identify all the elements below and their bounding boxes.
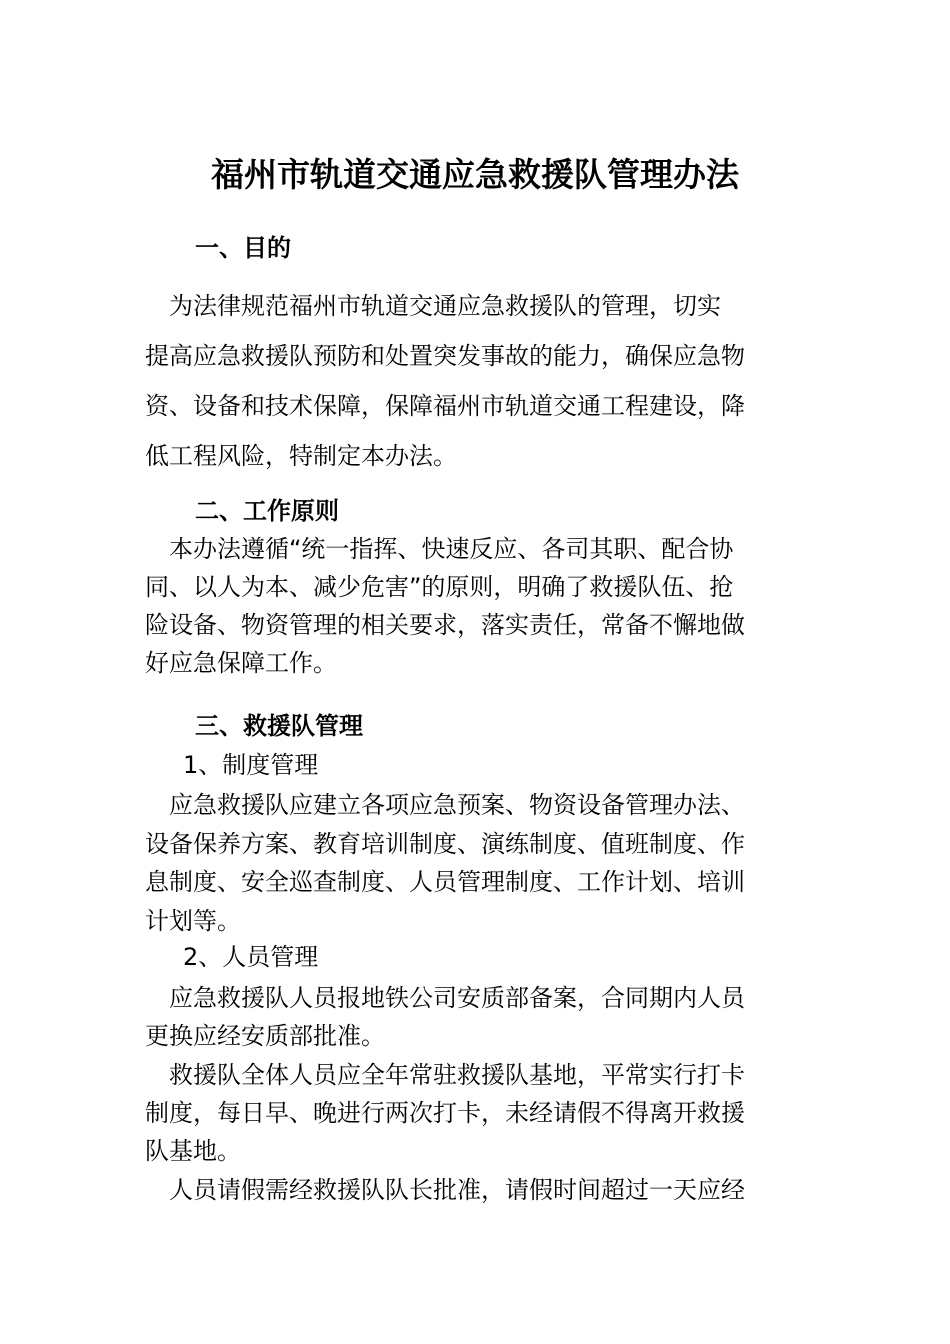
paragraph-line: 息制度、安全巡查制度、人员管理制度、工作计划、培训: [145, 868, 745, 896]
paragraph-line: 设备保养方案、教育培训制度、演练制度、值班制度、作: [145, 829, 745, 858]
subheading-system-management: 1、制度管理: [183, 751, 319, 779]
paragraph-purpose: [145, 281, 805, 481]
paragraph-leave: [145, 1171, 805, 1209]
paragraph-line: 队基地。: [145, 1137, 241, 1165]
paragraph-line: 应急救援队应建立各项应急预案、物资设备管理办法、: [145, 791, 745, 819]
paragraph-line: 同、以人为本、减少危害”的原则，明确了救援队伍、抢: [145, 573, 734, 601]
paragraph-attendance: [145, 1056, 805, 1170]
paragraph-line: 本办法遵循“统一指挥、快速反应、各司其职、配合协: [145, 535, 734, 563]
paragraph-line: 制度，每日早、晚进行两次打卡，未经请假不得离开救援: [145, 1099, 745, 1127]
section-heading-principles: 二、工作原则: [195, 497, 339, 525]
paragraph-principles: [145, 530, 805, 682]
paragraph-line: 救援队全体人员应全年常驻救援队基地，平常实行打卡: [145, 1061, 745, 1089]
paragraph-line: 计划等。: [145, 906, 241, 935]
section-heading-purpose: 一、目的: [195, 234, 291, 262]
paragraph-line: 低工程风险，特制定本办法。: [145, 442, 457, 470]
section-heading-team-management: 三、救援队管理: [195, 712, 363, 740]
paragraph-line: 提高应急救援队预防和处置突发事故的能力，确保应急物: [145, 342, 745, 370]
paragraph-line: 好应急保障工作。: [145, 649, 337, 677]
paragraph-personnel-filing: [145, 979, 805, 1055]
paragraph-line: 更换应经安质部批准。: [145, 1022, 385, 1050]
paragraph-line: 应急救援队人员报地铁公司安质部备案，合同期内人员: [145, 984, 745, 1012]
document-title: 福州市轨道交通应急救援队管理办法: [211, 155, 739, 194]
paragraph-line: 险设备、物资管理的相关要求，落实责任，常备不懈地做: [145, 611, 745, 639]
paragraph-line: 人员请假需经救援队队长批准，请假时间超过一天应经: [145, 1176, 745, 1204]
paragraph-line: 为法律规范福州市轨道交通应急救援队的管理，切实: [145, 292, 721, 320]
paragraph-system-management: [145, 786, 805, 940]
paragraph-line: 资、设备和技术保障，保障福州市轨道交通工程建设，降: [145, 392, 745, 420]
subheading-personnel-management: 2、人员管理: [183, 943, 319, 971]
